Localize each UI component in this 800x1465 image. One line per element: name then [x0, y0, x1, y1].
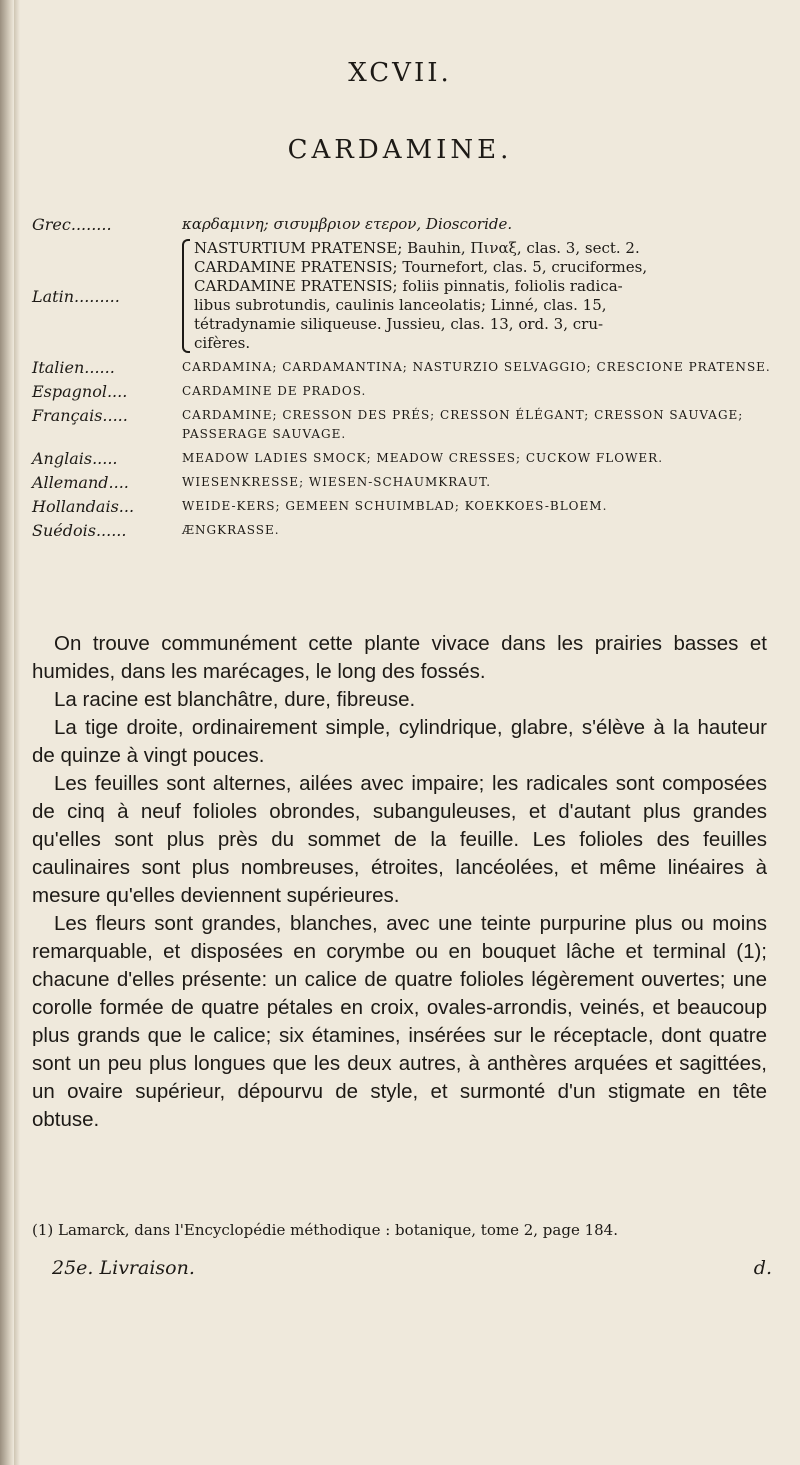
french-names: CARDAMINE; CRESSON DES PRÉS; CRESSON ÉLÉGANT; CRESSON SAUVAGE; PASSERAGE SAUVAGE.	[182, 408, 744, 441]
vernacular-names-table	[32, 215, 772, 545]
english-names: MEADOW LADIES SMOCK; MEADOW CRESSES; CUCKOW FLOWER.	[182, 451, 664, 465]
latin-line: cifères.	[194, 334, 251, 352]
signature-livraison: 25e. Livraison.	[52, 1257, 195, 1279]
name-row-greek	[32, 215, 772, 234]
name-row-latin	[32, 239, 772, 353]
description-paragraph: Les fleurs sont grandes, blanches, avec une teinte purpurine plus ou moins remarquable, et disposées en corymbe ou en bouquet lâche et terminal (1); chacune d'elles présente: un calice de quatre folioles légèrement ouvertes; une corolle formée de quatre pétales en croix, ovales-arrondis, veinés, et beaucoup plus grands que le calice; six étamines, insérées sur le réceptacle, dont quatre sont un peu plus longues que les deux autres, à anthères arquées et sagittées, un ovaire supérieur, dépourvu de style, et surmonté d'un stigmate en tête obtuse.	[32, 912, 767, 1131]
language-label-dutch: Hollandais...	[32, 497, 135, 516]
latin-lines	[194, 239, 772, 353]
page-binding-edge	[0, 0, 14, 1465]
printer-signature	[52, 1257, 772, 1279]
description-paragraph: On trouve communément cette plante vivace dans les prairies basses et humides, dans les marécages, le long des fossés.	[32, 632, 767, 683]
signature-mark: d.	[753, 1257, 772, 1279]
description-text	[32, 630, 767, 1134]
greek-names: καρδαμινη; σισυμβριον ετερον, Dioscoride.	[182, 215, 513, 233]
latin-line: tétradynamie siliqueuse. Jussieu, clas. 13, ord. 3, cru-	[194, 315, 604, 333]
language-label-spanish: Espagnol....	[32, 382, 128, 401]
name-row-swedish	[32, 521, 772, 540]
name-row-english	[32, 449, 772, 468]
name-row-dutch	[32, 497, 772, 516]
language-label-latin	[32, 239, 182, 353]
latin-line: CARDAMINE PRATENSIS; foliis pinnatis, foliolis radica-	[194, 277, 623, 295]
language-label-italian: Italien......	[32, 358, 115, 377]
name-row-german	[32, 473, 772, 492]
footnote: (1) Lamarck, dans l'Encyclopédie méthodique : botanique, tome 2, page 184.	[32, 1221, 618, 1239]
language-label-greek: Grec........	[32, 215, 112, 234]
name-row-french	[32, 406, 772, 444]
plate-number: XCVII.	[348, 58, 452, 88]
latin-bracket	[182, 239, 190, 353]
dutch-names: WEIDE-KERS; GEMEEN SCHUIMBLAD; KOEKKOES-BLOEM.	[182, 499, 608, 513]
swedish-names: ÆNGKRASSE.	[182, 523, 280, 537]
description-paragraph: Les feuilles sont alternes, ailées avec impaire; les radicales sont composées de cinq à neuf folioles obrondes, subanguleuses, et d'autant plus grandes qu'elles sont plus près du sommet de la feuille. Les folioles des feuilles caulinaires sont plus nombreuses, étroites, lancéolées, et même linéaires à mesure qu'elles deviennent supérieures.	[32, 772, 767, 907]
page-title: CARDAMINE.	[287, 135, 513, 165]
name-row-spanish	[32, 382, 772, 401]
language-label-french: Français.....	[32, 406, 128, 425]
page-binding-shadow	[14, 0, 20, 1465]
language-label-latin-text: Latin.........	[32, 286, 120, 306]
german-names: WIESENKRESSE; WIESEN-SCHAUMKRAUT.	[182, 475, 492, 489]
latin-names	[182, 239, 772, 353]
name-row-italian	[32, 358, 772, 377]
spanish-names: CARDAMINE DE PRADOS.	[182, 384, 367, 398]
language-label-english: Anglais.....	[32, 449, 118, 468]
latin-line: NASTURTIUM PRATENSE; Bauhin, Πιναξ, clas. 3, sect. 2.	[194, 239, 640, 257]
description-paragraph: La racine est blanchâtre, dure, fibreuse.	[54, 688, 416, 711]
language-label-swedish: Suédois......	[32, 521, 127, 540]
description-paragraph: La tige droite, ordinairement simple, cylindrique, glabre, s'élève à la hauteur de quinze à vingt pouces.	[32, 716, 767, 767]
language-label-german: Allemand....	[32, 473, 129, 492]
italian-names: CARDAMINA; CARDAMANTINA; NASTURZIO SELVAGGIO; CRESCIONE PRATENSE.	[182, 360, 771, 374]
latin-line: libus subrotundis, caulinis lanceolatis; Linné, clas. 15,	[194, 296, 607, 314]
latin-line: CARDAMINE PRATENSIS; Tournefort, clas. 5, cruciformes,	[194, 258, 648, 276]
